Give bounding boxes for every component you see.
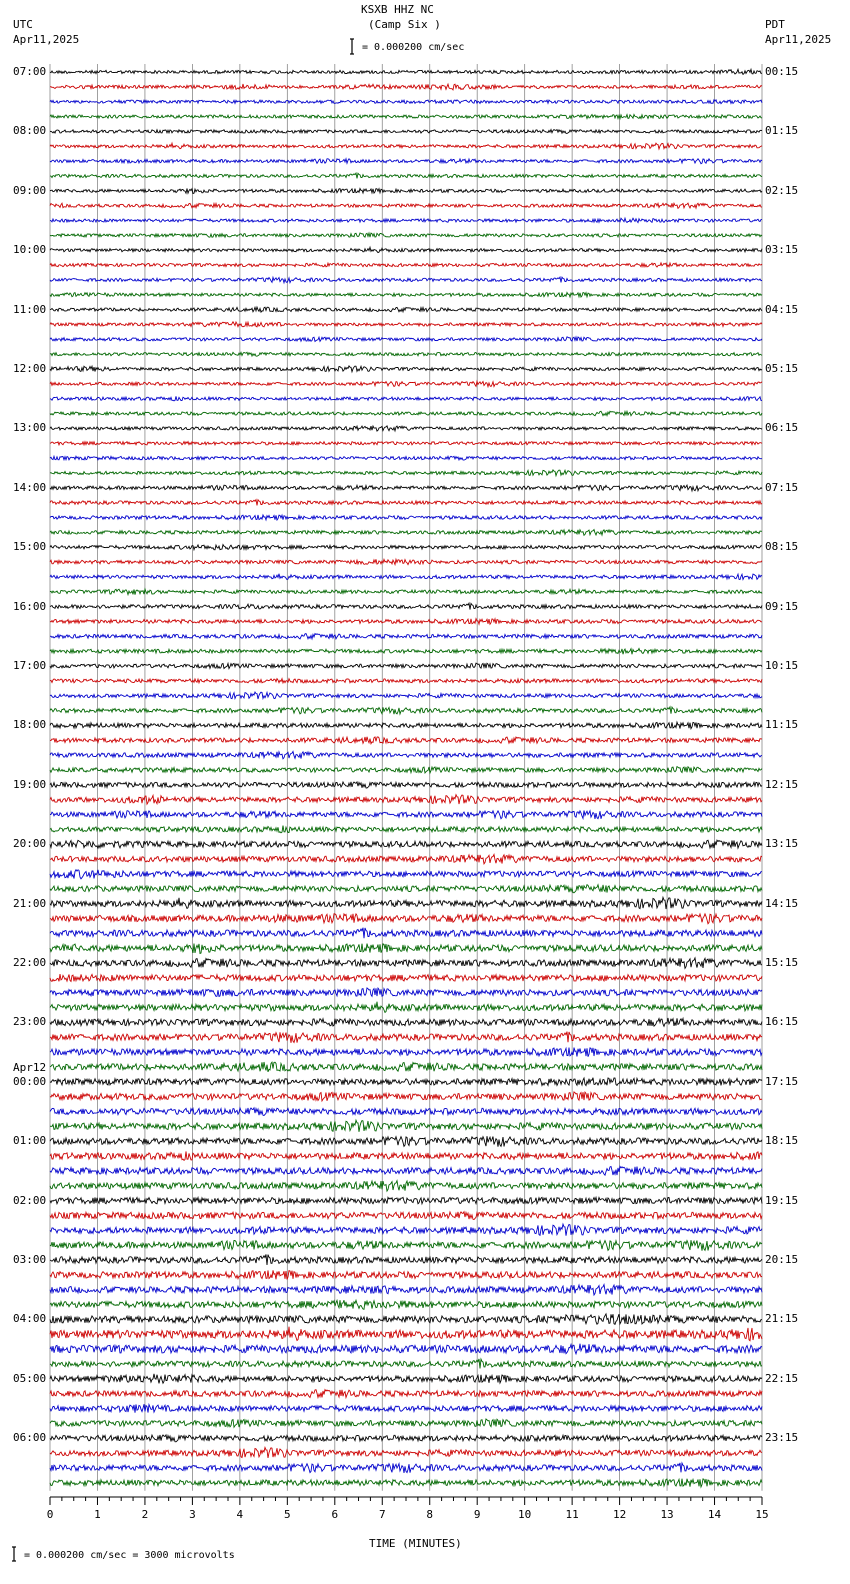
- trace-59: [50, 944, 762, 954]
- trace-47: [50, 767, 762, 773]
- trace-38: [50, 634, 762, 639]
- trace-42: [50, 692, 762, 699]
- trace-48: [50, 782, 762, 788]
- trace-95: [50, 1479, 762, 1487]
- left-hour-label: 06:00: [13, 1431, 47, 1445]
- trace-83: [50, 1300, 762, 1309]
- trace-94: [50, 1463, 762, 1473]
- trace-39: [50, 649, 762, 655]
- trace-26: [50, 456, 762, 460]
- right-hour-label: 09:15: [765, 599, 799, 613]
- trace-89: [50, 1390, 762, 1398]
- trace-60: [50, 958, 762, 968]
- trace-70: [50, 1108, 762, 1116]
- left-hour-label: 07:00: [13, 65, 47, 78]
- trace-28: [50, 485, 762, 491]
- x-tick-label-7: 7: [378, 1508, 386, 1521]
- trace-29: [50, 500, 762, 506]
- header-scale-bar: [350, 39, 354, 54]
- trace-82: [50, 1285, 762, 1295]
- left-date: Apr11,2025: [13, 33, 80, 46]
- trace-69: [50, 1092, 762, 1101]
- seismic-traces: [50, 69, 762, 1487]
- right-hour-label: 00:15: [765, 65, 799, 78]
- trace-57: [50, 914, 762, 924]
- trace-8: [50, 189, 762, 194]
- trace-88: [50, 1374, 762, 1384]
- trace-49: [50, 795, 762, 804]
- trace-15: [50, 293, 762, 298]
- right-hour-label: 08:15: [765, 540, 799, 554]
- right-hour-label: 18:15: [765, 1134, 799, 1148]
- trace-25: [50, 442, 762, 445]
- trace-44: [50, 722, 762, 728]
- footer-scale-note: = 0.000200 cm/sec = 3000 microvolts: [24, 1550, 235, 1561]
- left-hour-label: 09:00: [13, 183, 47, 197]
- x-tick-label-3: 3: [189, 1508, 196, 1521]
- trace-2: [50, 100, 762, 104]
- trace-84: [50, 1314, 762, 1324]
- left-hour-label: 16:00: [13, 599, 47, 613]
- right-hour-label: 17:15: [765, 1074, 799, 1088]
- right-hour-label: 19:15: [765, 1193, 799, 1207]
- trace-68: [50, 1078, 762, 1086]
- x-tick-label-13: 13: [660, 1508, 674, 1521]
- left-hour-label: 01:00: [13, 1134, 47, 1148]
- x-tick-label-10: 10: [518, 1508, 532, 1521]
- right-hour-label: 21:15: [765, 1312, 799, 1326]
- trace-14: [50, 277, 762, 283]
- right-hour-label: 15:15: [765, 956, 799, 969]
- trace-75: [50, 1181, 762, 1191]
- trace-6: [50, 159, 762, 164]
- x-tick-label-1: 1: [94, 1508, 101, 1521]
- right-hour-label: 11:15: [765, 718, 799, 732]
- left-hour-label: 15:00: [13, 540, 47, 554]
- trace-81: [50, 1270, 762, 1279]
- trace-91: [50, 1419, 762, 1427]
- trace-77: [50, 1212, 762, 1220]
- left-hour-label: 14:00: [13, 480, 47, 494]
- x-tick-label-2: 2: [141, 1508, 149, 1521]
- left-hour-label: 22:00: [13, 956, 47, 969]
- trace-1: [50, 84, 762, 90]
- trace-54: [50, 870, 762, 879]
- left-hour-label: 00:00: [13, 1074, 47, 1088]
- x-tick-label-6: 6: [331, 1508, 339, 1521]
- right-hour-label: 03:15: [765, 243, 799, 257]
- trace-11: [50, 233, 762, 237]
- trace-27: [50, 470, 762, 476]
- footer-scale-bar: [12, 1547, 16, 1561]
- x-tick-label-14: 14: [707, 1508, 722, 1521]
- trace-23: [50, 411, 762, 415]
- trace-90: [50, 1404, 762, 1413]
- trace-52: [50, 840, 762, 848]
- left-hour-label: 23:00: [13, 1015, 47, 1029]
- x-axis-label: TIME (MINUTES): [369, 1537, 462, 1550]
- trace-78: [50, 1224, 762, 1236]
- trace-9: [50, 203, 762, 208]
- right-hour-label: 23:15: [765, 1431, 799, 1445]
- trace-50: [50, 811, 762, 819]
- x-tick-label-12: 12: [612, 1508, 627, 1521]
- left-hour-label: 21:00: [13, 896, 47, 910]
- trace-67: [50, 1062, 762, 1072]
- trace-73: [50, 1151, 762, 1160]
- right-hour-label: 22:15: [765, 1371, 799, 1385]
- trace-16: [50, 307, 762, 312]
- trace-30: [50, 515, 762, 520]
- station-location: (Camp Six ): [368, 18, 441, 31]
- trace-92: [50, 1435, 762, 1442]
- trace-51: [50, 826, 762, 833]
- trace-19: [50, 352, 762, 356]
- trace-24: [50, 426, 762, 431]
- trace-62: [50, 988, 762, 997]
- trace-7: [50, 173, 762, 178]
- x-tick-label-11: 11: [565, 1508, 579, 1521]
- trace-18: [50, 337, 762, 342]
- trace-32: [50, 545, 762, 550]
- left-hour-label: 08:00: [13, 124, 47, 138]
- trace-63: [50, 1002, 762, 1013]
- trace-87: [50, 1359, 762, 1369]
- trace-53: [50, 855, 762, 864]
- trace-65: [50, 1032, 762, 1043]
- x-tick-label-15: 15: [755, 1508, 769, 1521]
- scale-label: = 0.000200 cm/sec: [362, 42, 465, 53]
- trace-37: [50, 619, 762, 625]
- right-date: Apr11,2025: [765, 33, 832, 46]
- trace-22: [50, 396, 762, 401]
- trace-80: [50, 1254, 762, 1265]
- trace-17: [50, 322, 762, 327]
- trace-21: [50, 381, 762, 386]
- date-change-label: Apr12: [13, 1060, 47, 1074]
- left-hour-label: 04:00: [13, 1312, 47, 1326]
- trace-35: [50, 589, 762, 595]
- right-hour-label: 20:15: [765, 1253, 799, 1266]
- right-hour-label: 16:15: [765, 1015, 799, 1029]
- left-hour-label: 05:00: [13, 1371, 47, 1385]
- trace-85: [50, 1327, 762, 1341]
- x-tick-label-8: 8: [426, 1508, 434, 1521]
- trace-20: [50, 366, 762, 372]
- trace-33: [50, 559, 762, 564]
- trace-40: [50, 663, 762, 668]
- right-hour-label: 07:15: [765, 480, 799, 494]
- right-hour-label: 02:15: [765, 183, 799, 197]
- left-hour-label: 11:00: [13, 302, 47, 316]
- left-timezone: UTC: [13, 18, 33, 31]
- trace-64: [50, 1018, 762, 1026]
- trace-76: [50, 1197, 762, 1203]
- right-hour-label: 14:15: [765, 896, 799, 910]
- trace-74: [50, 1166, 762, 1175]
- trace-41: [50, 679, 762, 683]
- trace-5: [50, 143, 762, 149]
- trace-4: [50, 130, 762, 134]
- right-hour-label: 13:15: [765, 837, 799, 851]
- trace-43: [50, 707, 762, 714]
- trace-58: [50, 928, 762, 939]
- right-timezone: PDT: [765, 18, 785, 31]
- left-hour-label: 20:00: [13, 837, 47, 851]
- trace-61: [50, 974, 762, 981]
- x-tick-label-4: 4: [236, 1508, 244, 1521]
- station-title: KSXB HHZ NC: [361, 3, 434, 16]
- x-tick-label-0: 0: [46, 1508, 54, 1521]
- trace-55: [50, 885, 762, 893]
- trace-86: [50, 1344, 762, 1354]
- trace-0: [50, 69, 762, 74]
- x-tick-label-5: 5: [284, 1508, 291, 1521]
- trace-10: [50, 218, 762, 222]
- left-hour-label: 17:00: [13, 659, 47, 672]
- left-hour-label: 19:00: [13, 777, 47, 791]
- trace-66: [50, 1048, 762, 1057]
- trace-72: [50, 1136, 762, 1147]
- trace-79: [50, 1240, 762, 1251]
- trace-34: [50, 574, 762, 580]
- trace-13: [50, 263, 762, 267]
- trace-36: [50, 603, 762, 609]
- trace-3: [50, 115, 762, 119]
- trace-12: [50, 247, 762, 252]
- trace-56: [50, 897, 762, 909]
- left-hour-label: 18:00: [13, 718, 47, 732]
- time-axis: [47, 1497, 769, 1521]
- trace-71: [50, 1120, 762, 1132]
- trace-46: [50, 752, 762, 759]
- right-hour-label: 06:15: [765, 421, 799, 435]
- right-hour-label: 10:15: [765, 659, 799, 672]
- trace-93: [50, 1448, 762, 1458]
- left-hour-label: 10:00: [13, 243, 47, 257]
- trace-45: [50, 737, 762, 744]
- x-tick-label-9: 9: [473, 1508, 481, 1521]
- left-hour-label: 12:00: [13, 362, 47, 375]
- left-hour-label: 02:00: [13, 1193, 47, 1207]
- right-hour-label: 01:15: [765, 124, 799, 138]
- left-hour-label: 03:00: [13, 1253, 47, 1266]
- right-hour-label: 05:15: [765, 362, 799, 375]
- right-hour-label: 04:15: [765, 302, 799, 316]
- trace-31: [50, 530, 762, 536]
- left-hour-label: 13:00: [13, 421, 47, 435]
- right-hour-label: 12:15: [765, 777, 799, 791]
